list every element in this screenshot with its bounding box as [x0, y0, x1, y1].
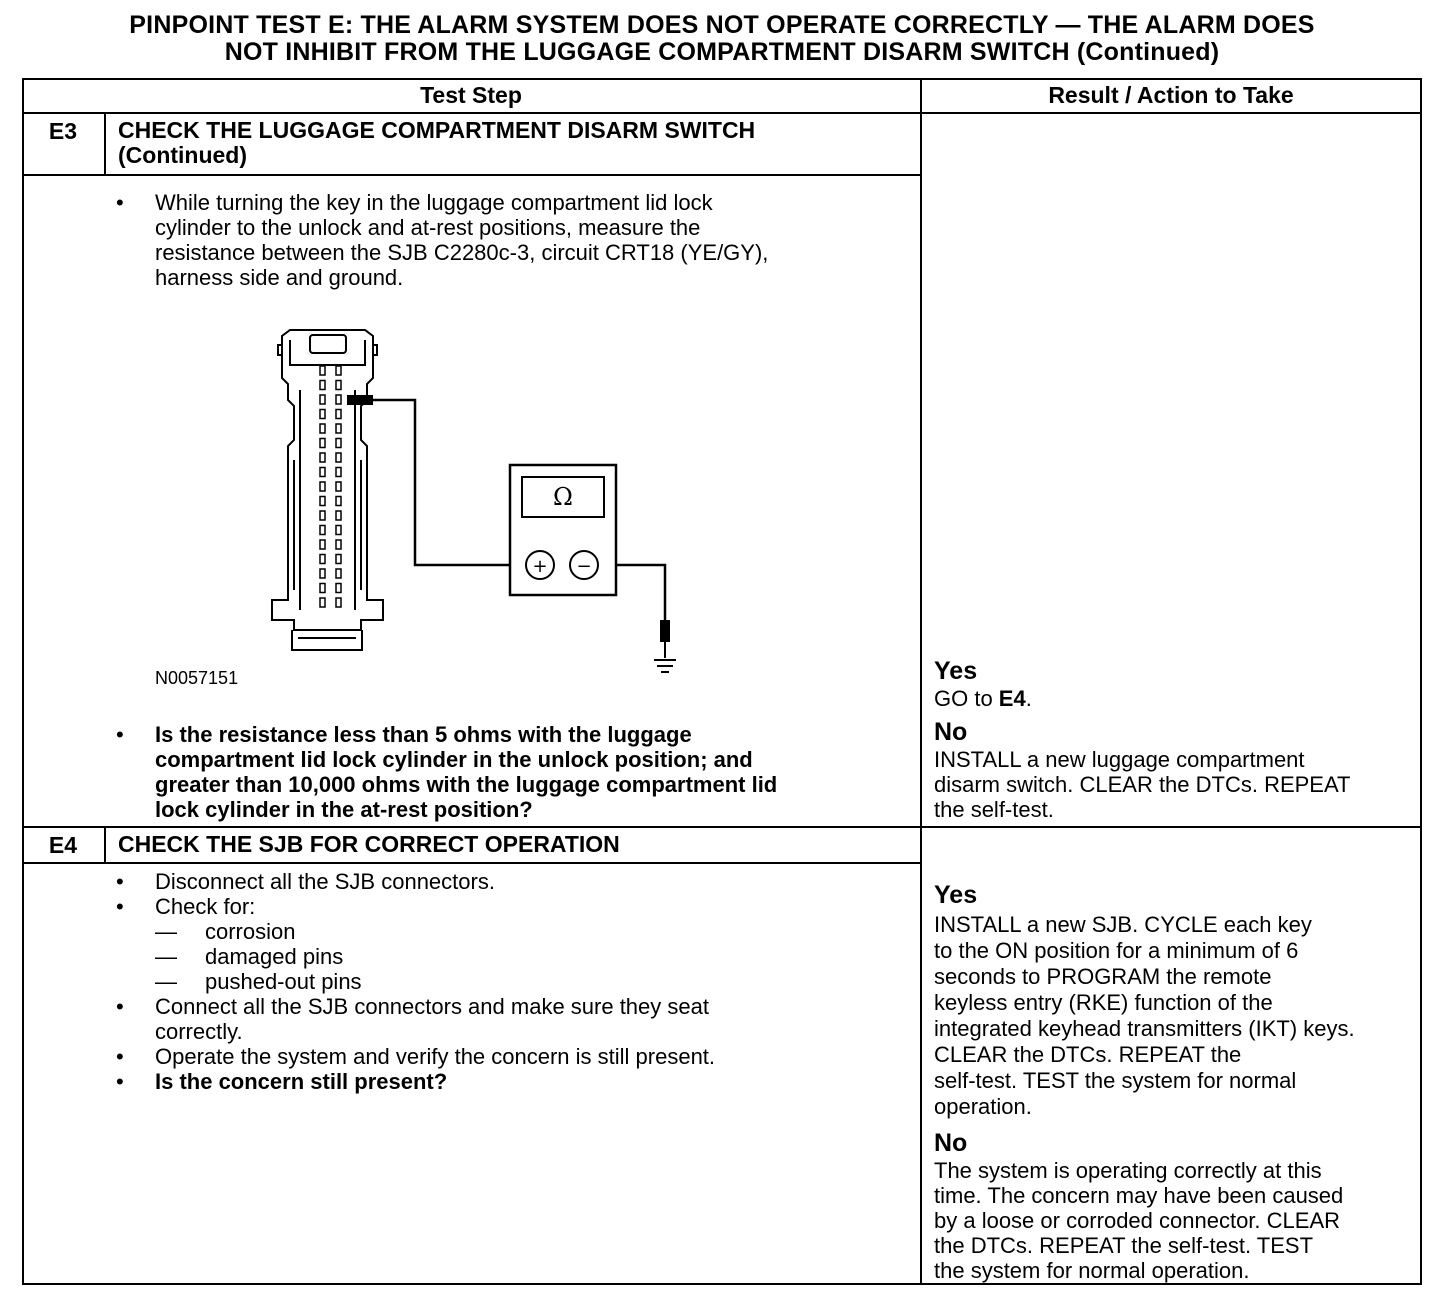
dash-icon: —: [155, 969, 177, 994]
e3-question: [155, 722, 915, 822]
pin-cavity: [320, 569, 325, 578]
pin-cavity: [336, 511, 341, 520]
e3-yes-prefix: GO to: [934, 686, 999, 711]
e3-instruction-line3: resistance between the SJB C2280c-3, circuit CRT18 (YE/GY),: [155, 240, 769, 265]
connector-ohmmeter-diagram: [250, 320, 700, 680]
pin-cavity: [320, 439, 325, 448]
pin-cavity: [336, 584, 341, 593]
step-id-e3: E3: [48, 118, 78, 144]
header-result-action: Result / Action to Take: [1048, 82, 1294, 108]
bullet-icon: •: [116, 1044, 124, 1069]
e4-yes-line3: seconds to PROGRAM the remote: [934, 964, 1272, 989]
page-title: [20, 12, 1424, 66]
e4-yes-line4: keyless entry (RKE) function of the: [934, 990, 1273, 1015]
e3-e4-divider: [22, 826, 1422, 828]
e3-no-label: No: [934, 718, 968, 746]
step-id-e4: E4: [48, 832, 78, 858]
title-line-2: NOT INHIBIT FROM THE LUGGAGE COMPARTMENT DISARM SWITCH (Continued): [224, 38, 1220, 66]
plus-label: +: [532, 556, 548, 577]
e4-yes-line7: self-test. TEST the system for normal: [934, 1068, 1297, 1093]
e3-question-line4: lock cylinder in the at-rest position?: [155, 797, 533, 822]
e4-item-1: Disconnect all the SJB connectors.: [155, 869, 495, 894]
e4-no-line3: by a loose or corroded connector. CLEAR: [934, 1208, 1341, 1233]
pin-cavity: [336, 598, 341, 607]
e4-heading-divider: [22, 862, 921, 864]
ohm-symbol: Ω: [553, 483, 573, 511]
pin-cavity: [336, 555, 341, 564]
e4-no-line5: the system for normal operation.: [934, 1258, 1250, 1283]
pin-cavity: [320, 424, 325, 433]
step-heading-e3-line1: CHECK THE LUGGAGE COMPARTMENT DISARM SWITCH: [118, 117, 756, 143]
pin-cavity: [336, 410, 341, 419]
ground-icon: [654, 660, 676, 672]
pin-cavity: [336, 468, 341, 477]
e3-question-line3: greater than 10,000 ohms with the luggage compartment lid: [155, 772, 778, 797]
pin-cavity: [336, 439, 341, 448]
e4-yes-line1: INSTALL a new SJB. CYCLE each key: [934, 912, 1312, 937]
e3-no-line2: disarm switch. CLEAR the DTCs. REPEAT: [934, 772, 1351, 797]
pin-cavity: [336, 395, 341, 404]
pin-cavity: [336, 366, 341, 375]
bullet-icon: •: [116, 894, 124, 919]
e4-question: Is the concern still present?: [155, 1069, 448, 1094]
title-line-1: PINPOINT TEST E: THE ALARM SYSTEM DOES NOT OPERATE CORRECTLY — THE ALARM DOES: [129, 11, 1315, 39]
e4-yes-line2: to the ON position for a minimum of 6: [934, 938, 1299, 963]
dash-icon: —: [155, 944, 177, 969]
minus-label: −: [576, 556, 592, 577]
e4-no-line4: the DTCs. REPEAT the self-test. TEST: [934, 1233, 1314, 1258]
e4-subitem-2: damaged pins: [205, 944, 344, 969]
e4-item-2: Check for:: [155, 894, 256, 919]
pin-cavity: [320, 497, 325, 506]
pin-cavity: [336, 424, 341, 433]
connector-body: [272, 345, 383, 630]
e4-no-label: No: [934, 1129, 968, 1157]
step-heading-e3-line2: (Continued): [118, 142, 248, 168]
e3-question-line1: Is the resistance less than 5 ohms with the luggage: [155, 722, 692, 747]
e4-subitem-1: corrosion: [205, 919, 296, 944]
pin-cavity: [320, 468, 325, 477]
bullet-icon: •: [116, 190, 124, 215]
e3-instruction-line1: While turning the key in the luggage compartment lid lock: [155, 190, 713, 215]
e3-instruction-line2: cylinder to the unlock and at-rest positions, measure the: [155, 215, 701, 240]
pin-cavity: [320, 482, 325, 491]
e3-heading-divider: [22, 174, 921, 176]
connector-pins: [320, 366, 341, 607]
e3-id-divider: [104, 113, 106, 175]
e4-subitem-3: pushed-out pins: [205, 969, 362, 994]
e3-instruction: [155, 190, 915, 290]
e4-yes-label: Yes: [934, 881, 978, 909]
e4-checklist: [155, 869, 915, 1094]
e3-instruction-line4: harness side and ground.: [155, 265, 404, 290]
pin-cavity: [320, 555, 325, 564]
e4-no-line1: The system is operating correctly at this: [934, 1158, 1322, 1183]
e3-no-line1: INSTALL a new luggage compartment: [934, 747, 1305, 772]
e4-item-4: Operate the system and verify the concern is still present.: [155, 1044, 716, 1069]
pin-cavity: [336, 482, 341, 491]
connector-outline: [278, 330, 377, 355]
step-heading-e3: [118, 118, 908, 168]
pin-cavity: [320, 511, 325, 520]
pin-cavity: [320, 410, 325, 419]
pin-cavity: [336, 540, 341, 549]
header-divider: [22, 112, 1422, 114]
e3-yes-suffix: .: [1025, 686, 1032, 711]
e4-yes-line5: integrated keyhead transmitters (IKT) keys.: [934, 1016, 1355, 1041]
pin-cavity: [336, 526, 341, 535]
pin-cavity: [320, 540, 325, 549]
probe-pin3: [348, 396, 372, 404]
e4-yes-line6: CLEAR the DTCs. REPEAT the: [934, 1042, 1242, 1067]
header-test-step: Test Step: [420, 82, 522, 108]
dash-icon: —: [155, 919, 177, 944]
connector-latch: [310, 335, 346, 353]
bullet-icon: •: [116, 722, 124, 747]
step-heading-e4: CHECK THE SJB FOR CORRECT OPERATION: [118, 831, 620, 857]
pin-cavity: [336, 453, 341, 462]
pin-cavity: [320, 526, 325, 535]
pin-cavity: [320, 395, 325, 404]
figure-id: N0057151: [155, 668, 239, 688]
e4-item-3-line2: correctly.: [155, 1019, 243, 1044]
pin-cavity: [320, 381, 325, 390]
e4-item-3-line1: Connect all the SJB connectors and make sure they seat: [155, 994, 709, 1019]
pin-cavity: [336, 497, 341, 506]
pin-cavity: [320, 366, 325, 375]
e3-yes-action: [934, 686, 1032, 711]
pin-cavity: [320, 453, 325, 462]
e4-no-line2: time. The concern may have been caused: [934, 1183, 1344, 1208]
e4-id-divider: [104, 827, 106, 863]
pin-cavity: [336, 569, 341, 578]
e4-yes-action: [934, 912, 1420, 1120]
pin-cavity: [320, 598, 325, 607]
e3-question-line2: compartment lid lock cylinder in the unlock position; and: [155, 747, 753, 772]
ground-probe: [660, 620, 670, 642]
e3-yes-label: Yes: [934, 657, 978, 685]
connector-bottom-tab: [292, 630, 362, 650]
e3-no-action: [934, 747, 1418, 822]
bullet-icon: •: [116, 1069, 124, 1094]
bullet-icon: •: [116, 869, 124, 894]
e3-no-line3: the self-test.: [934, 797, 1054, 822]
e4-yes-line8: operation.: [934, 1094, 1032, 1119]
column-divider: [920, 78, 922, 1285]
e3-yes-target-link[interactable]: E4: [998, 686, 1026, 711]
pin-cavity: [320, 584, 325, 593]
pin-cavity: [336, 381, 341, 390]
e4-no-action: [934, 1158, 1420, 1283]
bullet-icon: •: [116, 994, 124, 1019]
